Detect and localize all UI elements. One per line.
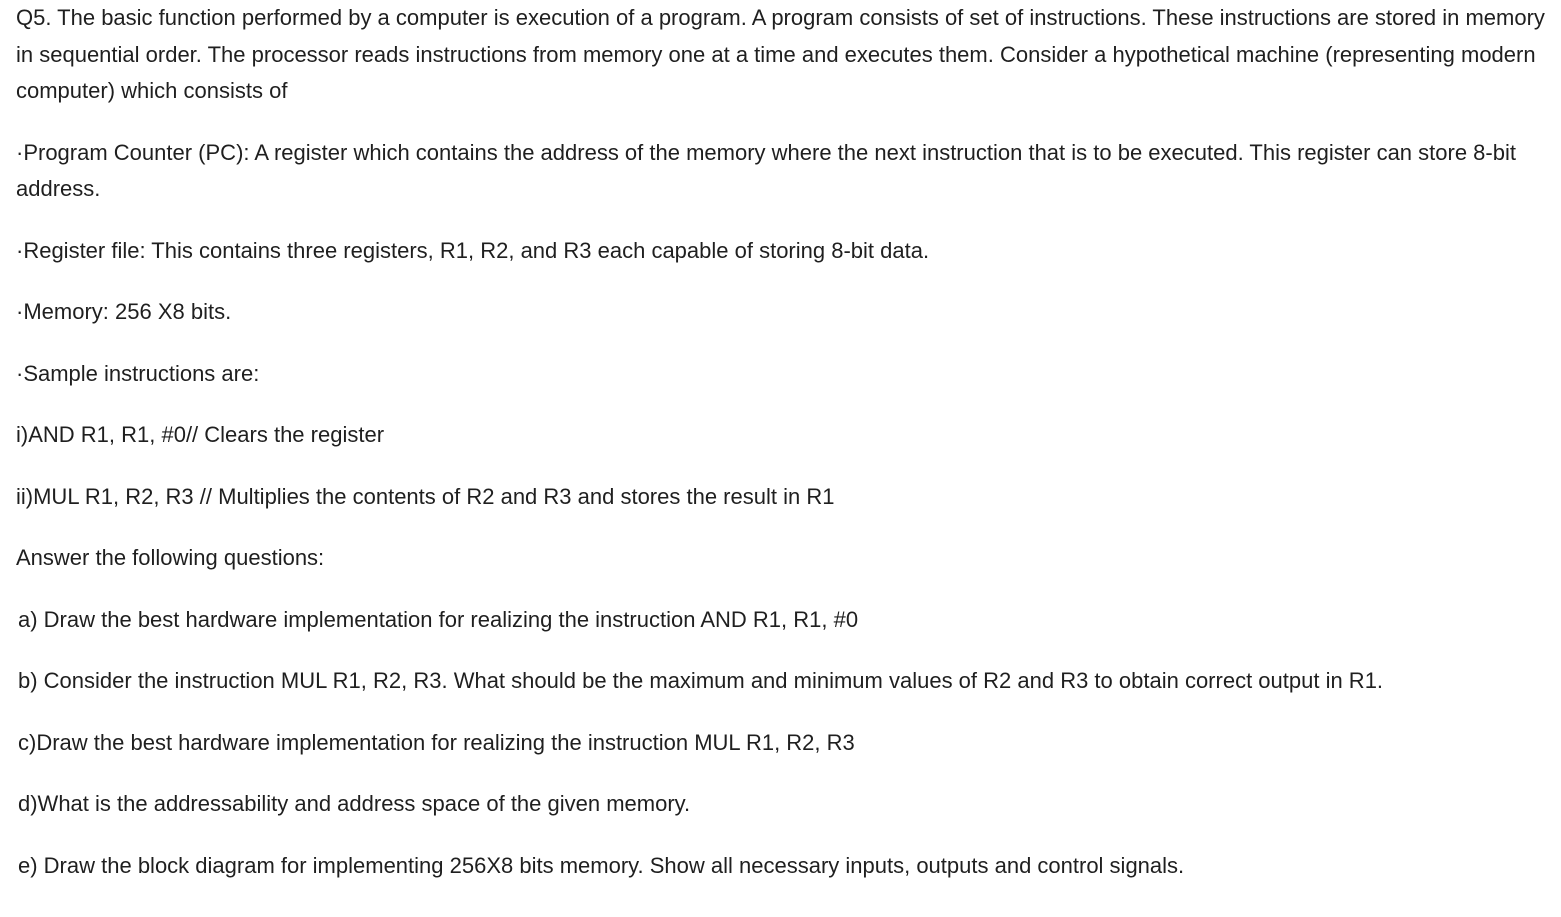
part-b: b) Consider the instruction MUL R1, R2, R3. What should be the maximum and minimum values of R2 and R3 to obtain correct output in R1. <box>18 668 1384 693</box>
spacer <box>16 761 1546 786</box>
spacer <box>16 110 1546 135</box>
spacer <box>16 638 1546 663</box>
instruction-and: i)AND R1, R1, #0// Clears the register <box>16 422 385 447</box>
bullet-register-file: ·Register file: This contains three registers, R1, R2, and R3 each capable of storing 8-bit data. <box>16 237 930 263</box>
question-intro: Q5. The basic function performed by a computer is execution of a program. A program consists of set of instructions. These instructions are stored in memory in sequential order. The processor reads instructions from memory one at a time and executes them. Consider a hypothetical machine (representing modern computer) which consists of <box>16 5 1545 103</box>
spacer <box>16 700 1546 725</box>
part-a: a) Draw the best hardware implementation for realizing the instruction AND R1, R1, #0 <box>18 606 859 632</box>
spacer <box>16 823 1546 848</box>
spacer <box>16 208 1546 233</box>
spacer <box>16 392 1546 417</box>
bullet-program-counter: ·Program Counter (PC): A register which contains the address of the memory where the next instruction that is to be executed. This register can store 8-bit address. <box>16 139 1516 201</box>
spacer <box>16 515 1546 540</box>
question-document <box>16 0 1546 884</box>
answer-prompt: Answer the following questions: <box>16 545 325 570</box>
spacer <box>16 577 1546 602</box>
bullet-memory: ·Memory: 256 X8 bits. <box>16 299 232 324</box>
spacer <box>16 269 1546 294</box>
instruction-mul: ii)MUL R1, R2, R3 // Multiplies the contents of R2 and R3 and stores the result in R1 <box>16 483 835 509</box>
spacer <box>16 454 1546 479</box>
spacer <box>16 331 1546 356</box>
part-d: d)What is the addressability and address space of the given memory. <box>18 791 691 816</box>
bullet-sample-instructions: ·Sample instructions are: <box>16 360 260 386</box>
part-c: c)Draw the best hardware implementation for realizing the instruction MUL R1, R2, R3 <box>18 729 855 755</box>
part-e: e) Draw the block diagram for implementing 256X8 bits memory. Show all necessary inputs, outputs and control signals. <box>18 852 1185 878</box>
